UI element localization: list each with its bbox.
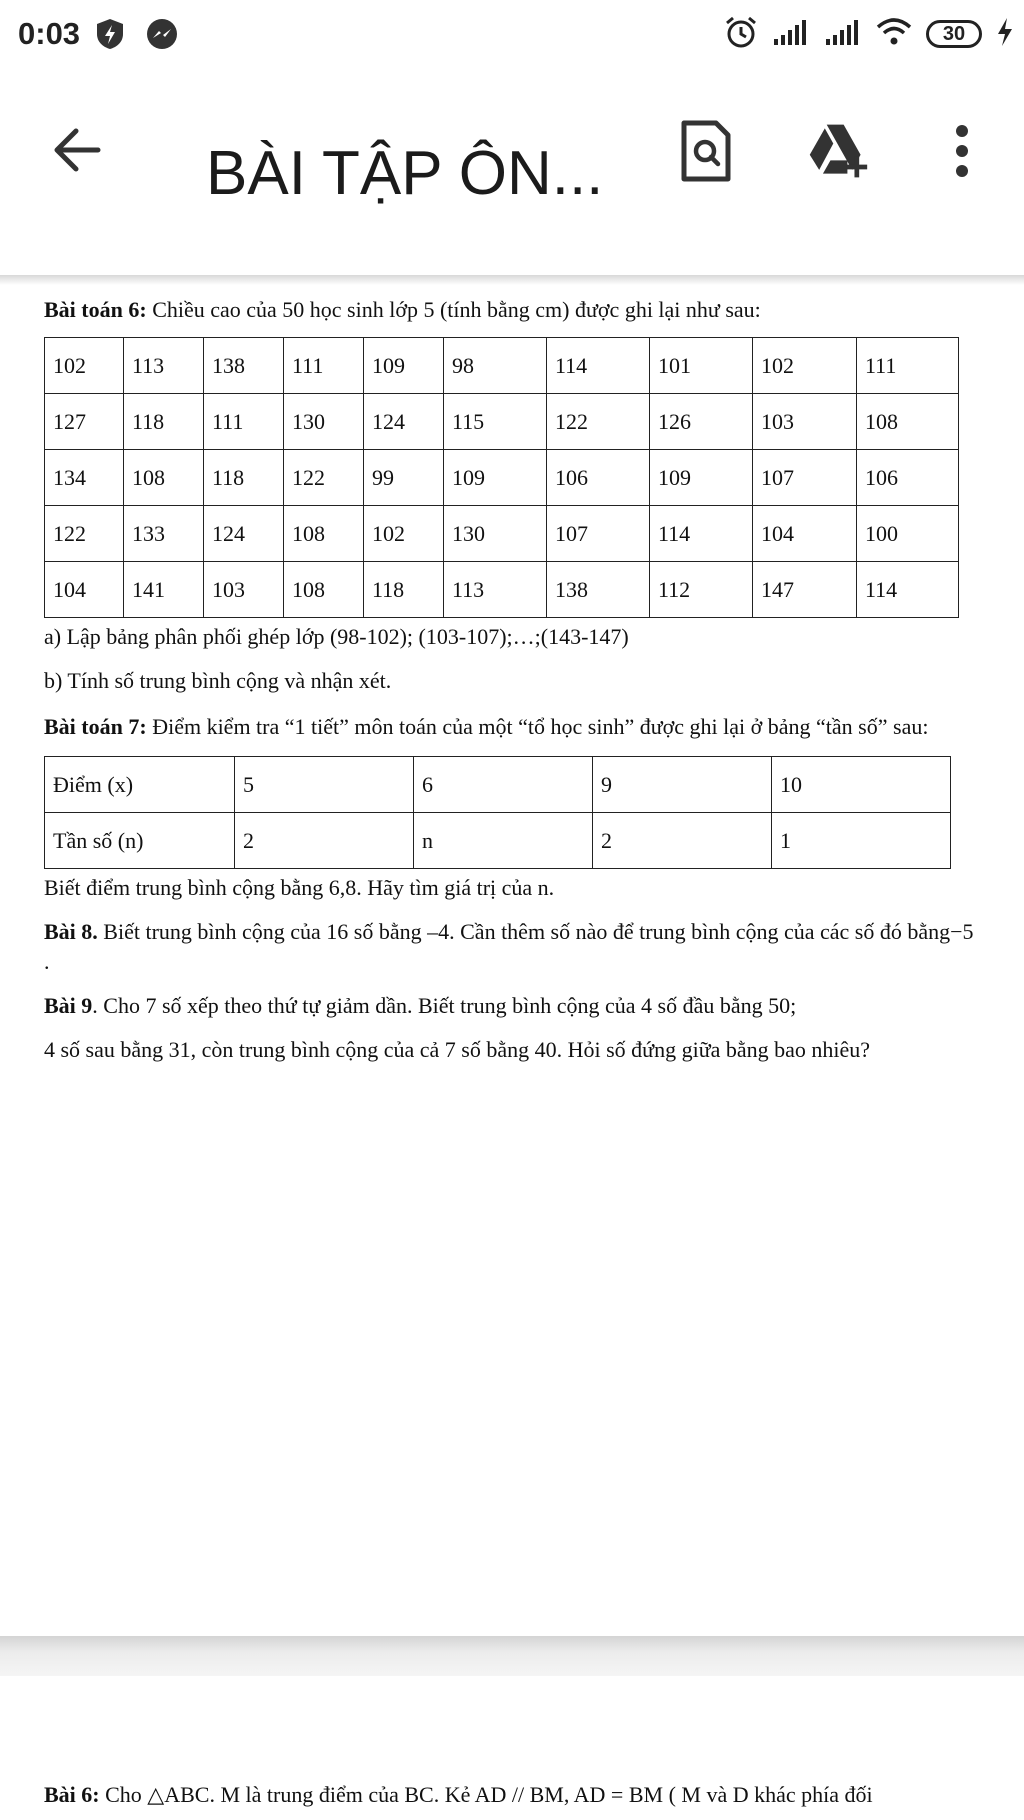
table-cell: 124 bbox=[204, 506, 284, 562]
table-cell: 127 bbox=[45, 394, 124, 450]
table-cell: 6 bbox=[414, 757, 593, 813]
table-cell: 10 bbox=[772, 757, 951, 813]
problem-9-text-1: . Cho 7 số xếp theo thứ tự giảm dần. Biết trung bình cộng của 4 số đầu bằng 50; bbox=[92, 993, 797, 1018]
problem-8-text: Biết trung bình cộng của 16 số bằng –4. Cần thêm số nào để trung bình cộng của các số đó bằng−5 . bbox=[44, 919, 974, 974]
app-bar-divider bbox=[0, 275, 1024, 285]
signal-icon-1 bbox=[772, 17, 810, 52]
table-cell: 111 bbox=[857, 338, 959, 394]
table-cell: 108 bbox=[284, 506, 364, 562]
height-table-row bbox=[45, 338, 959, 394]
problem-7-text: Điểm kiểm tra “1 tiết” môn toán của một “tổ học sinh” được ghi lại ở bảng “tần số” sau: bbox=[146, 714, 929, 739]
table-cell: 1 bbox=[772, 813, 951, 869]
document-page bbox=[44, 295, 984, 1065]
height-table-row bbox=[45, 506, 959, 562]
height-table-row bbox=[45, 450, 959, 506]
table-cell: 118 bbox=[204, 450, 284, 506]
frequency-table bbox=[44, 756, 951, 869]
table-cell: 114 bbox=[650, 506, 753, 562]
table-cell: 109 bbox=[364, 338, 444, 394]
problem-9 bbox=[44, 991, 984, 1021]
messenger-icon bbox=[146, 18, 178, 55]
table-cell: 124 bbox=[364, 394, 444, 450]
problem-6-label: Bài toán 6: bbox=[44, 297, 147, 322]
table-cell: 108 bbox=[124, 450, 204, 506]
wifi-icon bbox=[876, 17, 912, 52]
table-cell: 113 bbox=[124, 338, 204, 394]
table-cell: 138 bbox=[547, 562, 650, 618]
table-cell: 100 bbox=[857, 506, 959, 562]
table-cell: 5 bbox=[235, 757, 414, 813]
frequency-table-row bbox=[45, 757, 951, 813]
table-cell: 111 bbox=[204, 394, 284, 450]
page-separator bbox=[0, 1636, 1024, 1676]
table-cell: 102 bbox=[364, 506, 444, 562]
table-cell: 114 bbox=[857, 562, 959, 618]
more-options-button[interactable] bbox=[930, 116, 994, 186]
arrow-left-icon bbox=[48, 120, 108, 180]
table-cell: Điểm (x) bbox=[45, 757, 235, 813]
next-page-content bbox=[44, 1780, 1004, 1810]
table-cell: 2 bbox=[235, 813, 414, 869]
table-cell: 104 bbox=[753, 506, 857, 562]
table-cell: 9 bbox=[593, 757, 772, 813]
problem-8-label: Bài 8. bbox=[44, 919, 98, 944]
height-data-table bbox=[44, 337, 959, 618]
table-cell: 109 bbox=[650, 450, 753, 506]
more-vertical-icon bbox=[952, 123, 972, 179]
table-cell: 118 bbox=[124, 394, 204, 450]
status-bar bbox=[0, 0, 1024, 70]
table-cell: n bbox=[414, 813, 593, 869]
problem-6-part-b: b) Tính số trung bình cộng và nhận xét. bbox=[44, 668, 392, 693]
table-cell: 141 bbox=[124, 562, 204, 618]
problem-6-part-a: a) Lập bảng phân phối ghép lớp (98-102); (103-107);…;(143-147) bbox=[44, 624, 629, 649]
table-cell: 108 bbox=[284, 562, 364, 618]
table-cell: 2 bbox=[593, 813, 772, 869]
add-to-drive-button[interactable] bbox=[806, 116, 870, 186]
problem-7-question: Biết điểm trung bình cộng bằng 6,8. Hãy tìm giá trị của n. bbox=[44, 875, 555, 900]
height-table-row bbox=[45, 394, 959, 450]
frequency-table-row bbox=[45, 813, 951, 869]
table-cell: 102 bbox=[45, 338, 124, 394]
problem-9-label: Bài 9 bbox=[44, 993, 93, 1018]
search-document-icon bbox=[680, 119, 732, 183]
clock-time: 0:03 bbox=[18, 16, 81, 51]
problem-7-label: Bài toán 7: bbox=[44, 714, 147, 739]
table-cell: 103 bbox=[204, 562, 284, 618]
shield-bolt-icon bbox=[95, 18, 125, 55]
table-cell: 106 bbox=[857, 450, 959, 506]
problem-8 bbox=[44, 917, 984, 977]
app-bar bbox=[0, 70, 1024, 275]
problem-9-text-2: 4 số sau bằng 31, còn trung bình cộng của cả 7 số bằng 40. Hỏi số đứng giữa bằng bao nhiêu? bbox=[44, 1037, 871, 1062]
height-table-row bbox=[45, 562, 959, 618]
status-icons bbox=[724, 14, 1014, 54]
table-cell: 101 bbox=[650, 338, 753, 394]
problem-6-heading bbox=[44, 295, 984, 325]
drive-add-icon bbox=[806, 119, 870, 183]
problem-7-heading bbox=[44, 712, 984, 742]
table-cell: 138 bbox=[204, 338, 284, 394]
alarm-icon bbox=[724, 15, 758, 54]
table-cell: 109 bbox=[444, 450, 547, 506]
table-cell: 130 bbox=[444, 506, 547, 562]
table-cell: 126 bbox=[650, 394, 753, 450]
back-button[interactable] bbox=[48, 120, 108, 180]
document-title: BÀI TẬP ÔN... bbox=[206, 139, 604, 208]
problem-6-text: Chiều cao của 50 học sinh lớp 5 (tính bằng cm) được ghi lại như sau: bbox=[146, 297, 761, 322]
table-cell: 111 bbox=[284, 338, 364, 394]
table-cell: 107 bbox=[753, 450, 857, 506]
table-cell: 114 bbox=[547, 338, 650, 394]
table-cell: 102 bbox=[753, 338, 857, 394]
table-cell: 147 bbox=[753, 562, 857, 618]
table-cell: 112 bbox=[650, 562, 753, 618]
next-page-problem-label: Bài 6: bbox=[44, 1782, 100, 1807]
table-cell: 122 bbox=[284, 450, 364, 506]
table-cell: 122 bbox=[547, 394, 650, 450]
table-cell: 103 bbox=[753, 394, 857, 450]
table-cell: 115 bbox=[444, 394, 547, 450]
battery-indicator: 30 bbox=[926, 20, 982, 48]
table-cell: 99 bbox=[364, 450, 444, 506]
table-cell: 133 bbox=[124, 506, 204, 562]
find-in-document-button[interactable] bbox=[674, 116, 738, 186]
table-cell: 130 bbox=[284, 394, 364, 450]
table-cell: 104 bbox=[45, 562, 124, 618]
table-cell: 122 bbox=[45, 506, 124, 562]
table-cell: 108 bbox=[857, 394, 959, 450]
table-cell: 113 bbox=[444, 562, 547, 618]
charging-bolt-icon bbox=[996, 17, 1014, 52]
table-cell: 134 bbox=[45, 450, 124, 506]
table-cell: 98 bbox=[444, 338, 547, 394]
table-cell: 118 bbox=[364, 562, 444, 618]
signal-icon-2 bbox=[824, 17, 862, 52]
next-page-problem-text: Cho △ABC. M là trung điểm của BC. Kẻ AD // BM, AD = BM ( M và D khác phía đối bbox=[99, 1782, 873, 1807]
table-cell: 107 bbox=[547, 506, 650, 562]
table-cell: 106 bbox=[547, 450, 650, 506]
table-cell: Tần số (n) bbox=[45, 813, 235, 869]
